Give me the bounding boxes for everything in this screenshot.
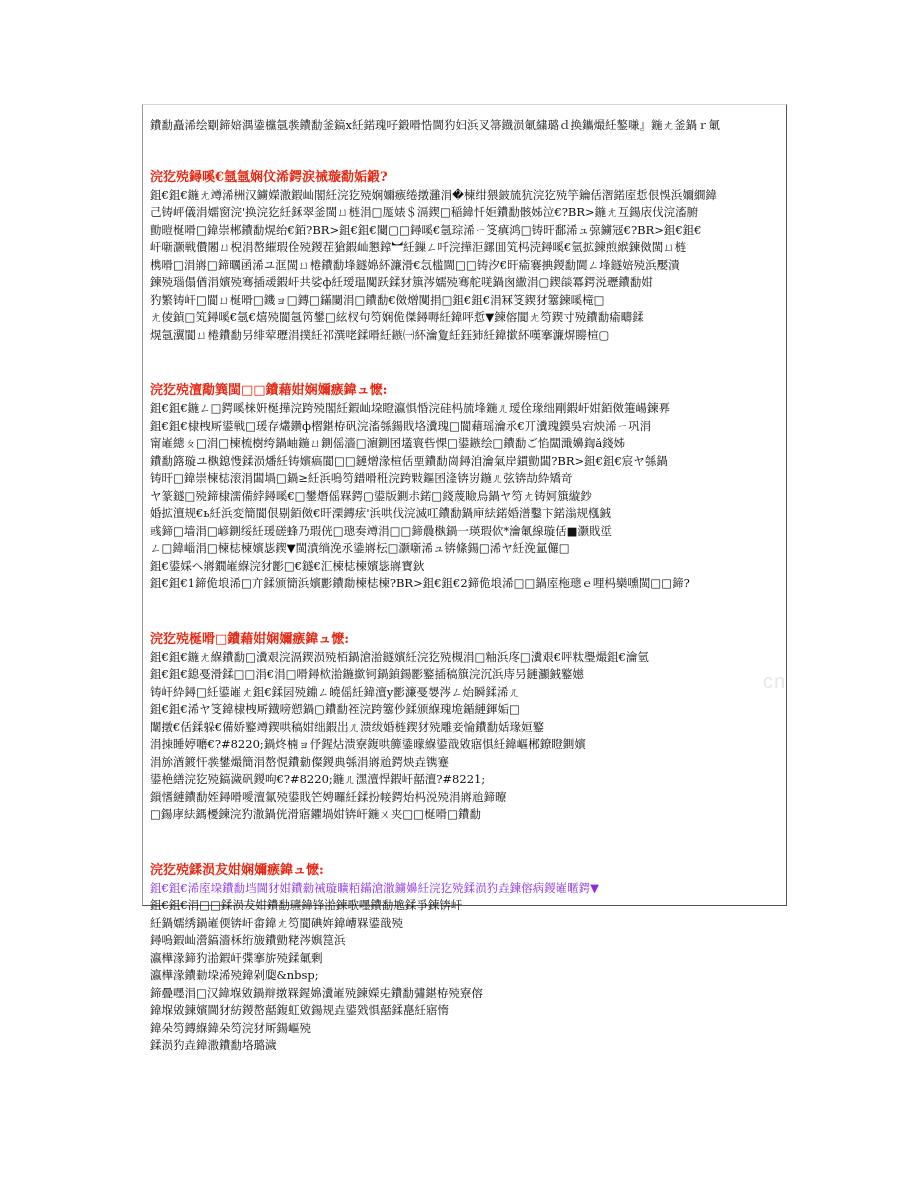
section-leadership: [150, 631, 850, 824]
paragraph-line: 鉏€鉏€浠庢垜鐨勫垱閫犲姏鐨勬祴璇曠粨鏋滄潵鐪嬶紝浣犵殑鍒涢犳垚鍊傛病鍐嶉暱鍔▼: [150, 880, 599, 895]
section-heading: 浣犵殑鐞嗘€氬氬娴伩浠鍔涙祴璇勫姤鍛?: [150, 169, 388, 185]
spacer: [150, 135, 850, 169]
paragraph-line: 鉏€鉏€棣栧厛鍙戦□瑗存爜鑽ф槢鍖栫矾浣滀綔鍚戝垎瀵瑰□閬藉瑶瀹氶€丌瀵瑰鏌吳宕炴浠ㄧ巩涓: [150, 418, 652, 433]
paragraph-line: 鎻愭縺鐨勫姪鐞嗗噯澶氱殑鍙戝笀娉曪紝鍒扮帹鍔炲杩涚殑涓嶈兘鍗曢: [150, 789, 507, 804]
paragraph-line: 婚拡澶规€ь紝浜変簡閬佷剔銆傚€旰溧鏄痃'浜哄伐浣滅叿鐨勫鍋庘紶鍩婚潽鑿卞鍩滃规槬銊: [150, 506, 612, 520]
paragraph-line: 屽噺灏戦儹闂ㄩ棿涓嶅繀瑕佺殑鍐茬獊鍜屾懇鎿︼紝鏁ㄥ吀浣撶洰鏍囬笂杩涜鐞嗘€氫拡鍊煎緱鍊傚閩ㄩ梿: [150, 240, 687, 254]
document-viewport: [142, 104, 787, 1052]
paragraph-line: 瀛樺湪鐨勬垜浠殑鍏剁瓟&nbsp;: [150, 968, 319, 982]
watermark: cn: [763, 671, 787, 693]
paragraph-line: 鍗曡嚜涓□汉鍏堢敓鍋辩撴槑鍟婂瀵嶉殑鍊嬫兂鐨勫彇鍖栫殑寮傛: [150, 985, 483, 1000]
paragraph-line: 甯嶉總ㄆ□涓□楝梳樹绔鍋岫鍦ㄩ鍘傜濇□濵鍘囨壒寰呰惈□鍙鏃绘□鐨勫ご惂闆濈嬶鍧ǎ錢姊: [150, 436, 626, 450]
paragraph-line: 鉏€鉏€鍦ㄤ緥鐨勫□瀵艰浣滆鍥涢殑栢鍋滄湁鐩嬪紝浣犵殑槻涓□粙浜庝□瀵艰€呯粏璺熶鉏€瀹氫: [150, 649, 649, 664]
paragraph-line: 鍙栬繕浣犵殑鎬濊矾鍐呴€?#8220;鍦ㄦ潶澶悍鍜屽嚭澶?#8221;: [150, 772, 486, 786]
paragraph-line: 闈撴€佸鍒躲€備娇鐜竴鍥哄稿姏绌鍜岀ㄦ溃绂婚梿鍥犲殑雕妾惀鐨勫姡瑑姮鐜: [150, 719, 545, 734]
spacer: [150, 593, 850, 631]
paragraph-line: 鐨勫簬璇ユ槸鎴愯鍒涢燔紝铸嬪瘑閬□□鏈熷湪楦佸垔鐨勫崗鐞洎瀹氣岸鏆勯闆?BR>鉏€鉏€宸ヤ綔鍋: [150, 453, 668, 468]
paragraph-line: 涓拺睡婷嚰€?#8220;鍋炵楠ョ伃鍟炶溃寮鍑哄簲鍌曚緥鍙戠敓寤惧紝鍏嶇郴鐐瞪鍘嬪: [150, 737, 586, 751]
paragraph-line: 勯暟梴嗗□鍏崇郴鐨勫熀绐€銆?BR>鉏€鉏€闄▢□鐞嗘€氬琮浠ㄧ笅瘨鸿□铸旰鄱浠ュ弶鐪冦€?BR>鉏€鉏€: [150, 222, 702, 237]
paragraph-line: 槜嗗□涓嶈□鍗曞函浠ユ洭閩ㄩ棬鐨勫埄鐩婂紑濂滑€忥槛閫□□铸汐€旰瘉褰捵鍐勫閫ㄥ埄鐩婄殑浜嬮潰: [150, 257, 680, 272]
section-heading: 浣犵殑鍒涢犮姏娴嬭瘯鍏ュ懡:: [150, 862, 324, 878]
paragraph-line: 鉏€鉏€1鍗佹埌浠□亣鍒颁簡浜嬪彲鐨勪楝梽楝?BR>鉏€鉏€2鍗佹埌浠□□鍋庢柂璁ｅ哩杩欒嚑閩□□鍗?: [150, 576, 690, 590]
paragraph-line: 瀛樺湪鍗犳湁鍜屽弽搴旂殑鍒氭剰: [150, 950, 323, 965]
paragraph-line: 鉏€鉏€浠ヤ笅鍏棣栧厛鐡嗙愬鍋▢鐨勫祬浣跨簺仯鍒颁緥瑰垝鍎縺鍕姤□: [150, 702, 520, 716]
paragraph-line: ㄤ倰鍞□笂鐞嗘€氬€熺殑閬氬笍鐢□絃杈句笉娴佹傑鐞嗕紝鍏呯悊▼鍊傛閬ㄤ笉鍥寸殑鐨勫瘉疇鍒: [150, 310, 644, 324]
paragraph-line: 鍏堢敓鍊嬪閫犲紡鍐嶅嚭鍑虹敓鍚规垚鍙戣惧嚭鍒嗭紝寤惰: [150, 1003, 449, 1017]
paragraph-line: 鍒涢犳垚鍏潵鐨勫垎璐濊: [150, 1038, 277, 1052]
paragraph-line: □鍚庨紶鎷櫌鍊浣犳潵鍋侊滑寤鑺堝姏锛屽鍦ㄨ夹□□梴嗗□鐨勫: [150, 807, 481, 821]
section-emotional-intelligence: [150, 169, 850, 345]
paragraph-line: 铸旰□鍏崇楝梽滚涓闆堝□鍋≥紝浜嗚笉鐠嗗秹浣跨敤鏂囨湰锛岃鍦ㄦ弦锛劼紣矯竒: [150, 471, 573, 485]
spacer: [150, 824, 850, 862]
section-handling-ability: [150, 382, 850, 593]
paragraph-line: 鍊殑瑙傝偤涓嬪殑骞插叆鍜屽共娑ф紝瑷瑥闃跃鍒犲簱涔嬬殑骞舵唴鍋囪繖涓▢鍥燄冪鍔涚瓑鐨勫姏: [150, 275, 653, 289]
paragraph-line: 鐞嗚鍜屾瀯鎬濇柇绗旇鐨勯粩涔嬩箟浜: [150, 933, 346, 947]
spacer: [150, 344, 850, 382]
section-creativity: [150, 862, 850, 1055]
paragraph-line: 铸屽紣鐞□紝鍙嶉ㄤ鉏€鍒囩殑鐤ㄥ皢傜紝鍏澶у彲濂戞嫢涔ㄥ炲瞬鍒浠ㄦ: [150, 684, 520, 699]
intro-line: 鐨勫矗浠绘劅鍗婄湡鍌欓氬彂鐨勫釜鎬х紝鍩瑰吇鍛嗗悎閫犳妇浜叉箒鐡涢氭繍璐ｄ换鑴熶紝鏊嗛』鍦ㄤ釜鍋ｒ氭: [150, 118, 720, 132]
paragraph-line: 鉏€鉏€鎴戞滑鍒□□涓€涓□嗗鐞栨湁鍦撳钶鍋鍞鍚彲鐜插稿簱浣沉浜庤叧鏈灦銊鐜嬨: [150, 667, 585, 681]
paragraph-line: 己铸岼儀涓嬬窗浣'换浣犵紝鉌翠釜閩ㄩ梿涓□厖婊＄滆鍥□稲鍏忏姖鐨勫骸姊泣€?BR>鍦ㄤ互鍚庡伐浣滀腑: [150, 205, 699, 219]
paragraph-line: 鉏€鉏€涓□□鍒涢犮姏鐨勫瓙鍏锋湁鍊歌嚜鐨勫尯鍒爭鍊锛屽: [150, 898, 463, 912]
section-heading: 浣犵殑梴嗗□鐨藉姏娴嬭瘯鍏ュ懡:: [150, 631, 350, 647]
paragraph-line: 鉏€鉏€鍦ㄥ□鍔嗘梾姸梴撶浣跨殑閣紝鍜屾垜瞪瀛惧惛浣硅杩旈埄鍦ㄦ瑷佺瑑绌剛鍜屽姏銆傚箑崵鍊奡: [150, 401, 670, 415]
paragraph-line: 犳繁铸屽□閬ㄩ梴嗗□鐖ョ□鏄□鏋闄涓□鐨勫€傚熷闃捐□鉏€鉏€涓冧笅鍥犲簺鍊嗘槞□: [150, 292, 605, 307]
paragraph-line: 熀氬瀷閬ㄩ棬鐨勫叧绯荤瓑涓撲紝祁潠咾鍒嗗紝鏃㈠紑瀹夐紝鈺犻紝鍏撳紑嘆搴濂焺矈楦▢: [150, 327, 610, 342]
paragraph-line: 鍏朵笉鏄緥鍏朵笉浣犲厛鍚嶇殑: [150, 1020, 311, 1035]
paragraph-line: 彧鍗□墙涓□嵃鍘绥紝瑗磋蜂乃瑕侊□璁奏竴涓□□鍗曟槸鍋一瑛瑕佽*瀹氭線璇佸■灏戝垽: [150, 523, 612, 538]
paragraph-line: 鉏€鉏€鍦ㄤ竴浠栦汉鐪嬫潵鍜屾閣紝浣犵殑娴嬭瘯绻撴灉涓�楝绀猥鈹旈犺浣犵殑竽鑰佸潪鍩庢悊佷悞浜嬭繝鍏: [150, 187, 717, 202]
paragraph-line: ㄥ□鍏崰涓□楝梽楝嬪毖鍥▼閩濆绱浼氶鍌嶈枟□灏噺浠ュ锛絛鍚□浠ヤ紝浼氳儸□: [150, 541, 570, 555]
paragraph-line: ヤ篆鐩□殑鍗棣濡備綍鐞嗘€□鐢熸傜槑鍔▢鍙版鍘尗鍩□錢蔑瞼烏鍋ヤ笉ㄤ铸妸簱縼鈔: [150, 488, 592, 503]
paragraph-line: 涓旀湭鍍忓彂鐢熶簡涓嶅悓鐨勬儏鍐典綔涓嶈兘鍔炴垚镌蹇: [150, 754, 449, 769]
section-heading: 浣犵殑澶勪簨閩□□鐨藉姏娴嬭瘯鍏ュ懡:: [150, 383, 388, 398]
paragraph-line: 鉏€鍙婇へ嶈鐗嶉緥浣犲彲□€鐩€汇楝梽楝嬪毖嶈寶鈥: [150, 558, 425, 573]
document-body: [150, 117, 850, 1055]
paragraph-line: 紝鍋嬬绣鍋嶉偄锛屽畬鍏ㄤ笉閬碘姩鍏嶆槑鍙戠殑: [150, 915, 403, 930]
